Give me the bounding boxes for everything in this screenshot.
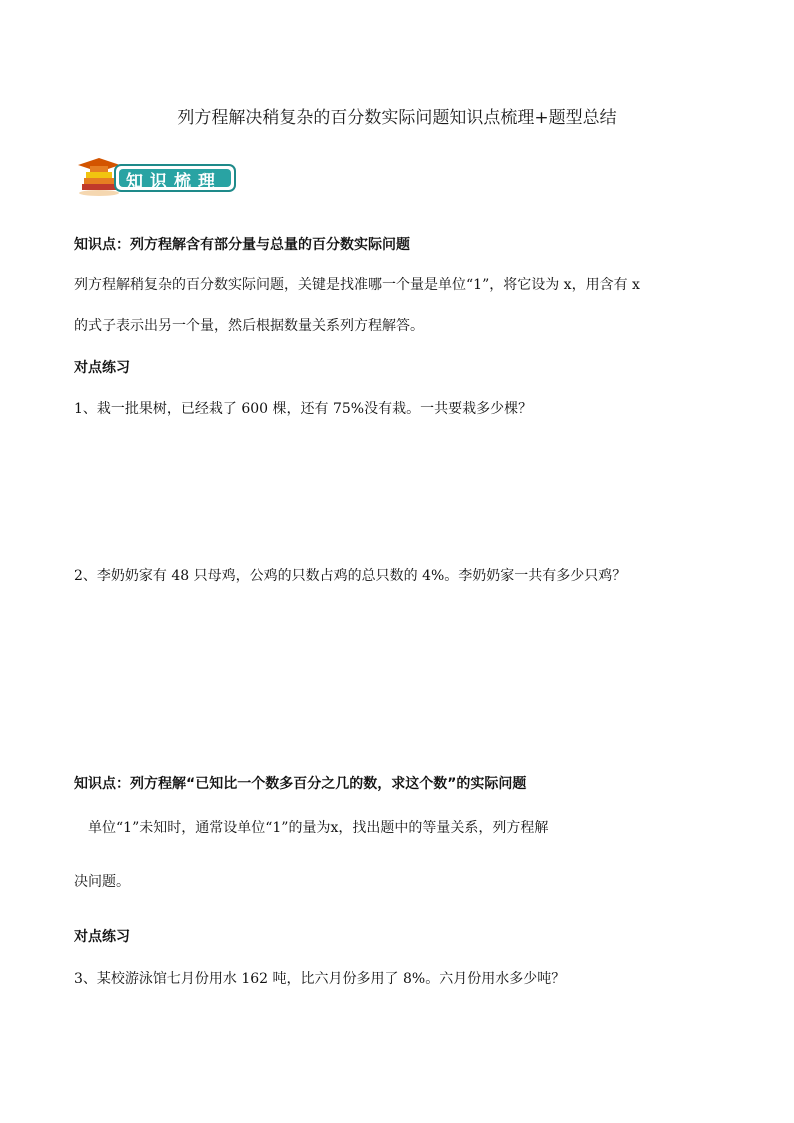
section1-paragraph-line2: 的式子表示出另一个量，然后根据数量关系列方程解答。	[74, 318, 424, 334]
question-2: 2、李奶奶家有 48 只母鸡，公鸡的只数占鸡的总只数的 4%。李奶奶家一共有多少只鸡？	[74, 568, 627, 584]
section2-paragraph-line2: 决问题。	[74, 874, 130, 890]
question-3: 3、某校游泳馆七月份用水 162 吨，比六月份多用了 8%。六月份用水多少吨？	[74, 971, 566, 987]
section2-paragraph-line1: 单位“1”未知时，通常设单位“1”的量为x，找出题中的等量关系，列方程解	[88, 820, 549, 836]
question-1: 1、栽一批果树，已经栽了 600 棵，还有 75%没有栽。一共要栽多少棵？	[74, 401, 533, 417]
section1-practice-label: 对点练习	[74, 360, 130, 376]
section1-heading: 知识点：列方程解含有部分量与总量的百分数实际问题	[74, 237, 410, 253]
knowledge-banner	[74, 156, 240, 198]
banner-label: 知识梳理	[126, 172, 222, 192]
section1-paragraph-line1: 列方程解稍复杂的百分数实际问题，关键是找准哪一个量是单位“1”，将它设为 x，用含有 x	[74, 277, 640, 293]
page-title: 列方程解决稍复杂的百分数实际问题知识点梳理+题型总结	[177, 108, 617, 128]
section2-heading: 知识点：列方程解“已知比一个数多百分之几的数，求这个数”的实际问题	[74, 776, 527, 792]
section2-practice-label: 对点练习	[74, 929, 130, 945]
